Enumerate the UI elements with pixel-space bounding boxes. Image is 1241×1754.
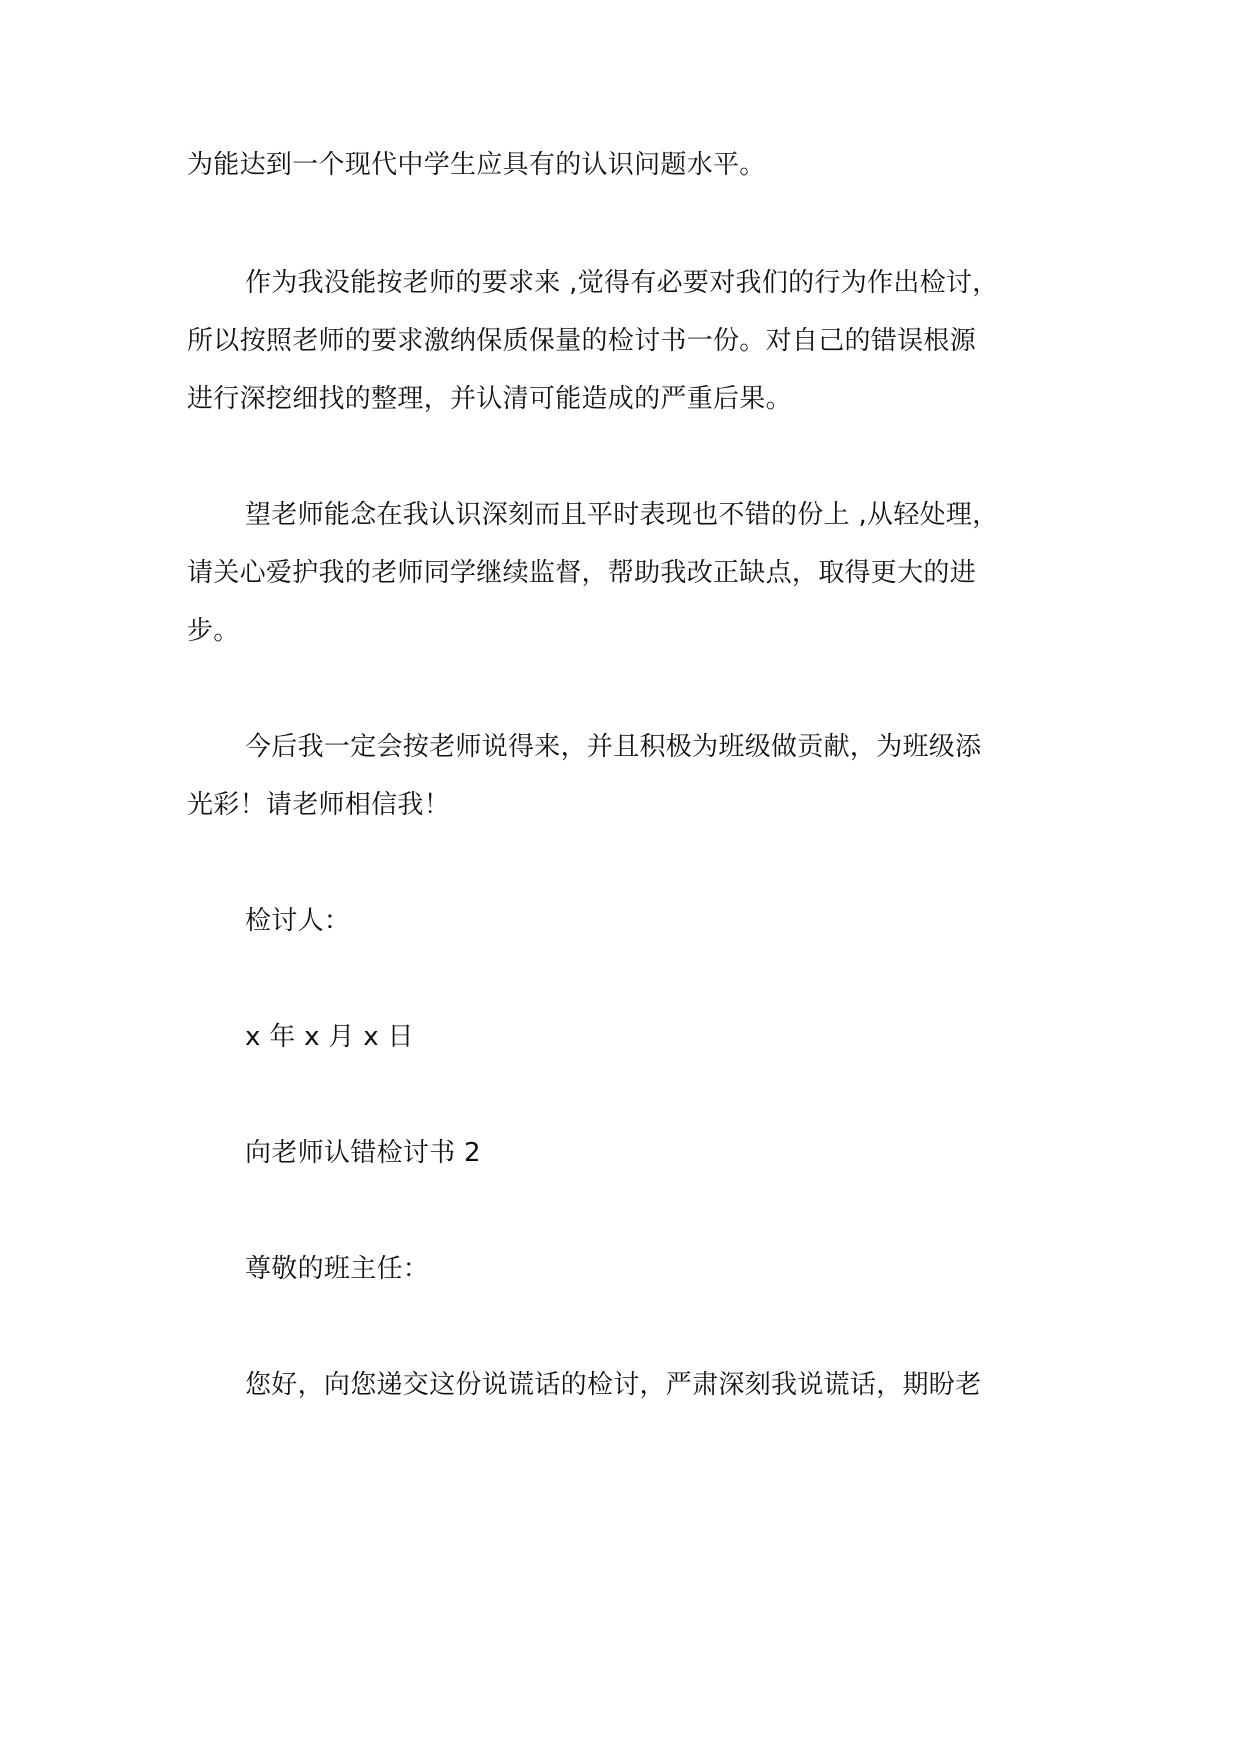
paragraph-line: 望老师能念在我认识深刻而且平时表现也不错的份上 ,从轻处理，: [245, 500, 999, 530]
paragraph-line: 进行深挖细找的整理，并认清可能造成的严重后果。: [187, 384, 792, 414]
paragraph-line: 所以按照老师的要求激纳保质保量的检讨书一份。对自己的错误根源: [187, 326, 977, 356]
salutation: 尊敬的班主任：: [245, 1254, 430, 1284]
paragraph-line: 光彩！请老师相信我！: [187, 790, 451, 820]
paragraph-line: 您好，向您递交这份说谎话的检讨，严肃深刻我说谎话，期盼老: [245, 1370, 982, 1400]
paragraph-line: 今后我一定会按老师说得来，并且积极为班级做贡献，为班级添: [245, 732, 982, 762]
paragraph-line: 作为我没能按老师的要求来 ,觉得有必要对我们的行为作出检讨，: [245, 268, 999, 298]
signature-label: 检讨人：: [245, 906, 351, 936]
paragraph-line: 为能达到一个现代中学生应具有的认识问题水平。: [187, 150, 766, 180]
section-title: 向老师认错检讨书 2: [245, 1138, 481, 1168]
paragraph-line: 步。: [187, 616, 240, 646]
paragraph-line: 请关心爱护我的老师同学继续监督，帮助我改正缺点，取得更大的进: [187, 558, 977, 588]
date-line: x 年 x 月 x 日: [245, 1022, 414, 1052]
